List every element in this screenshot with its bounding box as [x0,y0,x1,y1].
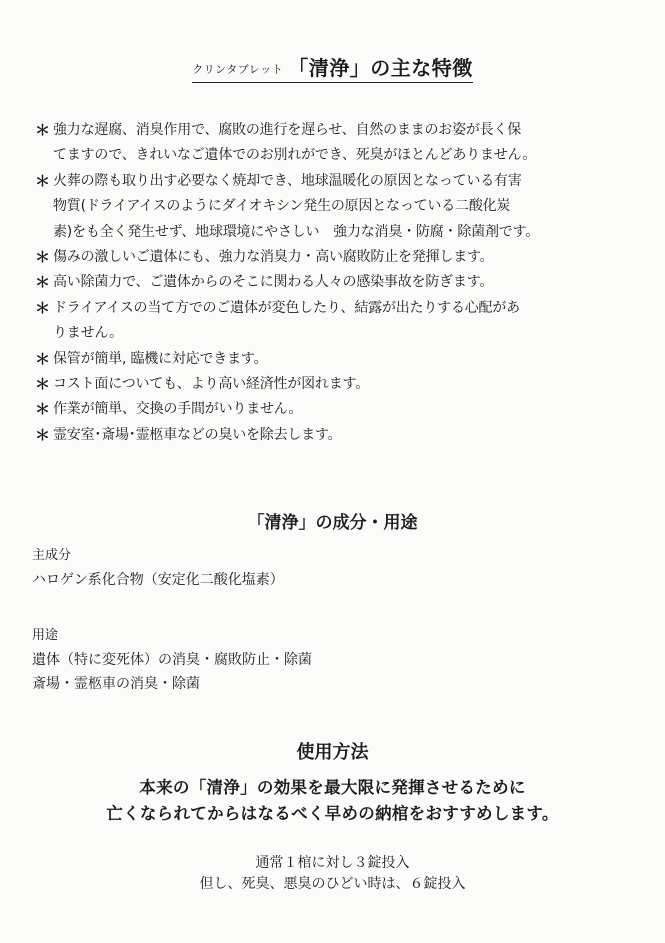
features-title [0,52,665,83]
usage-title: 使用方法 [296,742,369,763]
asterisk-bullet-icon: ＊ [35,349,50,368]
uses-line-2: 斎場・霊柩車の消臭・除菌 [32,676,200,692]
dose-severe: 但し、死臭、悪臭のひどい時は、６錠投入 [199,876,466,892]
asterisk-bullet-icon: ＊ [35,171,50,190]
title-underline [192,52,473,83]
feature-line: 傷みの激しいご遺体にも、強力な消臭力・高い腐敗防止を発揮します。 [53,249,494,266]
usage-emphasis-2: 亡くなられてからはなるべく早めの納棺をおすすめします。 [106,804,559,823]
asterisk-bullet-icon: ＊ [35,400,50,419]
feature-line: 保管が簡単, 臨機に対応できます。 [53,350,268,367]
feature-line: 霊安室･斎場･霊柩車などの臭いを除去します。 [53,426,342,443]
feature-item [36,347,636,372]
main-ingredient-block [32,544,284,592]
feature-line: てますので、きれいなご遺体でのお別れができ、死臭がほとんどありません。 [53,147,536,164]
feature-line: 素)をも全く発生せず、地球環境にやさしい 強力な消臭・防腐・除菌剤です。 [53,223,540,240]
asterisk-bullet-icon: ＊ [35,121,50,139]
asterisk-bullet-icon: ＊ [35,248,50,267]
feature-item [36,169,636,245]
uses-block [32,624,312,696]
feature-item [36,296,636,347]
asterisk-bullet-icon: ＊ [35,425,50,444]
feature-item [36,270,636,295]
feature-item [36,372,636,397]
feature-line: 火葬の際も取り出す必要なく焼却でき、地球温暖化の原因となっている有害 [53,172,522,189]
features-list [36,118,636,448]
feature-line: りません。 [53,325,123,342]
asterisk-bullet-icon: ＊ [35,273,50,292]
feature-item [36,245,636,270]
feature-line: 作業が簡単、交換の手間がいりません。 [53,401,303,418]
feature-line: 高い除菌力で、ご遺体からのそこに関わる人々の感染事故を防ぎます。 [53,274,494,291]
composition-title: 「清浄」の成分・用途 [247,513,418,533]
feature-line: 物質(ドライアイスのようにダイオキシン発生の原因となっている二酸化炭 [53,198,511,215]
feature-item [36,423,636,448]
main-ingredient-label: 主成分 [32,548,72,563]
feature-line: 強力な遅腐、消臭作用で、腐敗の進行を遅らせ、自然のままのお姿が長く保 [53,122,522,138]
features-heading: 「清浄」の主な特徴 [288,56,473,80]
dose-normal: 通常１棺に対し３錠投入 [255,855,410,871]
asterisk-bullet-icon: ＊ [35,298,50,317]
feature-line: コスト面についても、より高い経済性が図れます。 [53,376,369,393]
feature-item [36,118,636,169]
uses-line-1: 遺体（特に変死体）の消臭・腐敗防止・除菌 [32,652,312,668]
uses-label: 用途 [32,628,59,643]
feature-line: ドライアイスの当て方でのご遺体が変色したり、結露が出たりする心配があ [53,299,520,316]
product-name: クリンタブレット [192,63,284,76]
feature-item [36,397,636,422]
asterisk-bullet-icon: ＊ [35,375,50,394]
main-ingredient-value: ハロゲン系化合物（安定化二酸化塩素） [32,572,284,588]
usage-emphasis-1: 本来の「清浄」の効果を最大限に発揮させるために [139,778,526,797]
